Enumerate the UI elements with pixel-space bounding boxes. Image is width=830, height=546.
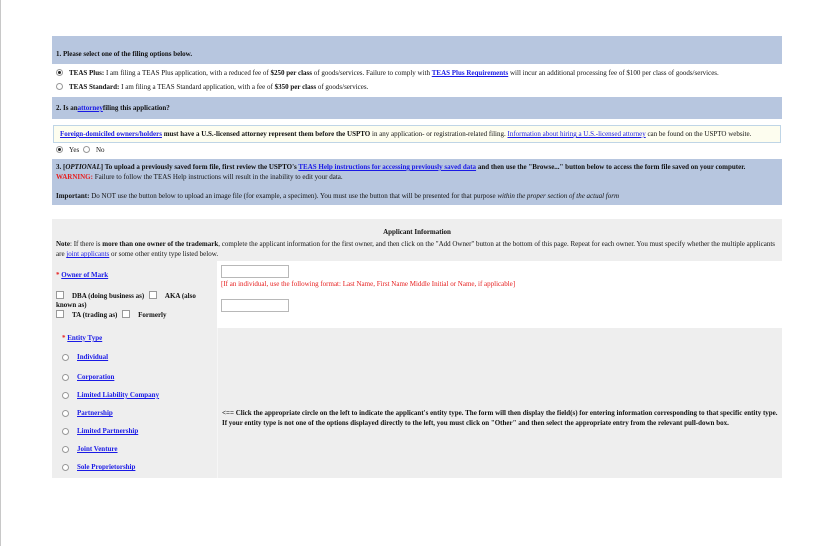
- entity-limited-partnership-radio[interactable]: [62, 428, 69, 435]
- owner-format-hint: [If an individual, use the following format: Last Name, First Name Middle Initial or Name, if applicable]: [221, 280, 516, 288]
- entity-joint-venture[interactable]: [62, 440, 217, 458]
- optional-label: OPTIONAL: [65, 163, 101, 171]
- teas-plus-radio[interactable]: [56, 69, 63, 76]
- attorney-link[interactable]: attorney: [77, 104, 103, 112]
- applicant-information-section: [52, 219, 782, 478]
- formerly-checkbox[interactable]: [122, 310, 130, 318]
- entity-type-instructions: <== Click the appropriate circle on the left to indicate the applicant's entity type. The form will then display the field(s) for entering information corresponding to that specific entity type. If your entity type is not one of the options displayed directly to the left, you must click on "Other" and then select the appropriate entry from the relevant pull-down box.: [222, 409, 778, 427]
- alias-checkboxes: [56, 291, 217, 320]
- ta-label: TA (trading as): [72, 311, 118, 319]
- notice-text: in any application- or registration-related filing.: [370, 130, 508, 138]
- entity-llc[interactable]: [62, 386, 217, 404]
- section3-header: [56, 162, 778, 172]
- entity-llc-link[interactable]: Limited Liability Company: [77, 391, 160, 399]
- section2-header-suffix: filing this application?: [102, 104, 170, 112]
- yes-label: Yes: [69, 146, 80, 154]
- warning-text: Failure to follow the TEAS Help instructions will result in the inability to edit your data.: [92, 173, 343, 181]
- entity-type-row: [52, 328, 782, 478]
- section2-header: [52, 97, 782, 119]
- window-left-border: [0, 0, 1, 546]
- section1-header-text: 1. Please select one of the filing options below.: [56, 50, 193, 58]
- entity-type-list: [56, 328, 217, 476]
- entity-type-link[interactable]: Entity Type: [67, 334, 103, 342]
- entity-corporation-link[interactable]: Corporation: [77, 373, 115, 381]
- entity-sole-proprietorship[interactable]: [62, 458, 217, 476]
- section1-header: [52, 36, 782, 64]
- entity-individual-radio[interactable]: [62, 354, 69, 361]
- note-text3: or some other entity type listed below.: [109, 250, 219, 258]
- entity-sole-proprietorship-link[interactable]: Sole Proprietorship: [77, 463, 136, 471]
- teas-plus-text-after: will incur an additional processing fee of $100 per class of goods/services.: [508, 69, 719, 77]
- entity-type-cell: [52, 328, 217, 478]
- entity-corporation[interactable]: [62, 368, 217, 386]
- section3-text1: ] To upload a previously saved form file, first review the USPTO's: [100, 163, 299, 171]
- teas-standard-text-after: of goods/services.: [316, 83, 369, 91]
- teas-standard-text: I am filing a TEAS Standard application, with a fee of: [119, 83, 275, 91]
- teas-plus-requirements-link[interactable]: TEAS Plus Requirements: [431, 69, 509, 77]
- section2-header-prefix: 2. Is an: [56, 104, 78, 112]
- attorney-yes-no: [52, 143, 782, 159]
- important-text: Do NOT use the button below to upload an image file (for example, a specimen). You must use the button that will be presented for that purpose: [89, 192, 498, 200]
- option-teas-plus: [52, 64, 782, 78]
- owner-input-cell: [217, 261, 782, 328]
- owner-of-mark-row: [52, 261, 782, 328]
- formerly-label: Formerly: [138, 311, 167, 319]
- entity-joint-venture-link[interactable]: Joint Venture: [77, 445, 118, 453]
- teas-plus-text: I am filing a TEAS Plus application, with a reduced fee of: [104, 69, 271, 77]
- aka-checkbox[interactable]: [149, 291, 157, 299]
- teas-plus-fee: $250 per class: [270, 69, 312, 77]
- important-italic: within the proper section of the actual form: [497, 192, 620, 200]
- owner-of-mark-link[interactable]: Owner of Mark: [61, 271, 109, 279]
- applicant-info-title: Applicant Information: [383, 228, 451, 236]
- notice-text-after: can be found on the USPTO website.: [645, 130, 752, 138]
- teas-help-link[interactable]: TEAS Help instructions for accessing previously saved data: [298, 163, 477, 171]
- note-label: Note: [56, 240, 70, 248]
- entity-sole-proprietorship-radio[interactable]: [62, 464, 69, 471]
- alias-name-input[interactable]: [221, 299, 289, 312]
- entity-individual-link[interactable]: Individual: [77, 353, 109, 361]
- note-text1: : If there is: [70, 240, 103, 248]
- dba-label: DBA (doing business as): [72, 292, 145, 300]
- teas-standard-label: TEAS Standard:: [69, 83, 120, 91]
- attorney-yes-radio[interactable]: [56, 146, 63, 153]
- ta-checkbox[interactable]: [56, 310, 64, 318]
- teas-application-form: [52, 36, 782, 478]
- owner-of-mark-input[interactable]: [221, 265, 289, 278]
- important-line: [56, 191, 778, 201]
- foreign-domiciled-link[interactable]: Foreign-domiciled owners/holders: [60, 130, 162, 138]
- entity-limited-partnership-link[interactable]: Limited Partnership: [77, 427, 139, 435]
- foreign-owner-notice: [53, 125, 781, 143]
- entity-partnership[interactable]: [62, 404, 217, 422]
- warning-label: WARNING:: [56, 173, 93, 181]
- no-label: No: [95, 146, 105, 154]
- teas-standard-radio[interactable]: [56, 83, 63, 90]
- entity-limited-partnership[interactable]: [62, 422, 217, 440]
- teas-plus-text-mid: of goods/services. Failure to comply with: [311, 69, 432, 77]
- section3-text2: and then use the "Browse..." button below to access the form file saved on your computer.: [476, 163, 746, 171]
- note-text2: , complete the applicant information for the first owner, and then click on the "Add Owner" button at the bottom of this page. Repeat for each owner. You must specify whether the multiple applicants are: [56, 240, 776, 258]
- option-teas-standard: [52, 78, 782, 97]
- entity-llc-radio[interactable]: [62, 392, 69, 399]
- required-asterisk: *: [56, 271, 60, 279]
- section3-upload-info: [52, 159, 782, 205]
- entity-corporation-radio[interactable]: [62, 374, 69, 381]
- dba-checkbox[interactable]: [56, 291, 64, 299]
- entity-description-cell: [217, 328, 782, 478]
- owner-label-cell: [52, 261, 217, 328]
- section3-prefix: 3. [: [56, 163, 66, 171]
- entity-partnership-link[interactable]: Partnership: [77, 409, 113, 417]
- teas-standard-fee: $350 per class: [274, 83, 317, 91]
- entity-partnership-radio[interactable]: [62, 410, 69, 417]
- warning-line: [56, 172, 778, 182]
- applicant-note: [52, 239, 782, 261]
- joint-applicants-link[interactable]: joint applicants: [66, 250, 110, 258]
- teas-plus-label: TEAS Plus:: [69, 69, 105, 77]
- notice-bold-text: must have a U.S.-licensed attorney represent them before the USPTO: [161, 130, 371, 138]
- entity-individual[interactable]: [62, 346, 217, 368]
- note-bold: more than one owner of the trademark: [102, 240, 219, 248]
- required-asterisk: *: [62, 334, 66, 342]
- aka-label: AKA (also known as): [56, 292, 196, 309]
- hiring-attorney-link[interactable]: Information about hiring a U.S.-licensed attorney: [507, 130, 646, 138]
- attorney-no-radio[interactable]: [83, 146, 90, 153]
- entity-joint-venture-radio[interactable]: [62, 446, 69, 453]
- important-label: Important:: [56, 192, 90, 200]
